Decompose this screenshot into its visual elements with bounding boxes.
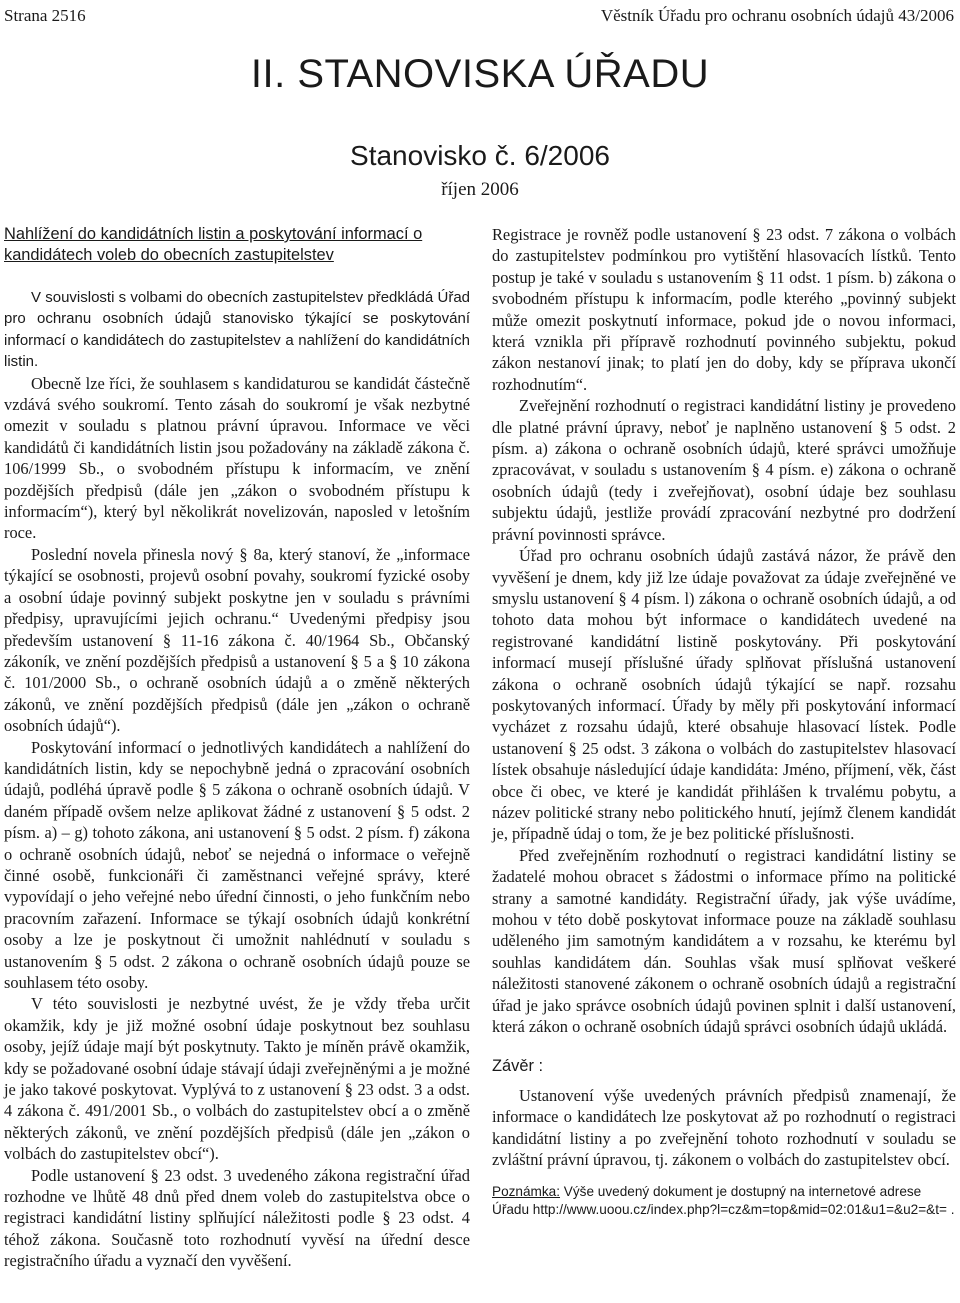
running-header	[4, 6, 954, 28]
footnote	[492, 1183, 956, 1219]
stanovisko-date: říjen 2006	[441, 179, 519, 200]
stanovisko-title: Stanovisko č. 6/2006	[350, 140, 610, 171]
left-column	[4, 224, 470, 1272]
paragraph: Zveřejnění rozhodnutí o registraci kandidátní listiny je provedeno dle platné právní úpravy, neboť je naplněno ustanovení § 5 odst. 2 písm. a) zákona o ochraně osobních údajů, které správci umožňuje zpracovávat, v souladu s ustanovením § 4 písm. e) zákona o ochraně osobních údajů (tedy i zveřejňovat), osobní údaje bez souhlasu subjektu údajů, jestliže provádí zpracování nezbytné pro dodržení právní povinnosti správce.	[492, 396, 956, 544]
conclusion-heading: Závěr :	[492, 1057, 544, 1076]
journal-title: Věstník Úřadu pro ochranu osobních údajů 43/2006	[600, 6, 954, 25]
paragraph: Poslední novela přinesla nový § 8a, který stanoví, že „informace týkající se osobnosti, projevů osobní povahy, soukromí fyzické osoby a osobní údaje povinný subjekt poskytne jen v souladu s právními předpisy, upravujícími jejich ochranu.“ Uvedenými předpisy jsou především ustanovení § 11-16 zákona č. 40/1964 Sb., Občanský zákoník, ve znění pozdějších předpisů a ustanovení § 5 a § 10 zákona č. 101/2000 Sb., o ochraně osobních údajů a o změně některých zákonů, ve znění pozdějších předpisů (dále jen „zákon o ochraně osobních údajů“).	[4, 544, 470, 736]
paragraph: V této souvislosti je nezbytné uvést, že je vždy třeba určit okamžik, kdy je již možné osobní údaje poskytnout bez souhlasu osoby, jejíž údaje mají být poskytnuty. Takto je míněn právě okamžik, kdy se požadované osobní údaje stávají údaji zveřejněnými a je možné je jako takové poskytovat. Vyplývá to z ustanovení § 23 odst. 3 a odst. 4 zákona č. 491/2001 Sb., o volbách do zastupitelstev obcí a o změně některých zákonů, ve znění pozdějších předpisů (dále jen „zákon o volbách do zastupitelstev obcí“).	[4, 994, 470, 1164]
paragraph: Podle ustanovení § 23 odst. 3 uvedeného zákona registrační úřad rozhodne ve lhůtě 48 dnů před dnem voleb do zastupitelstva obce o registraci kandidátní listiny splňující náležitosti podle § 23 odst. 4 téhož zákona. Současně toto rozhodnutí vyvěsí na úřední desce registračního úřadu a vyznačí den vyvěšení.	[4, 1165, 470, 1271]
footnote-label: Poznámka:	[492, 1184, 561, 1200]
section-title: II. STANOVISKA ÚŘADU	[250, 52, 710, 96]
right-column	[492, 224, 956, 1219]
footnote-text: Výše uvedený dokument je dostupný na internetové adrese Úřadu http://www.uoou.cz/index.php?l=cz&m=top&mid=02:01&u1=&u2=&t= .	[492, 1184, 955, 1218]
paragraph: Před zveřejněním rozhodnutí o registraci kandidátní listiny se žadatelé mohou obracet s žádostmi o informace přímo na politické strany a samotné kandidáty. Registrační úřady, jak výše uvádíme, mohou v této době poskytovat informace pouze na základě souhlasu uděleného jim samotným kandidátem a v rozsahu, ke kterému byl souhlas kandidátem dán. Souhlas však musí splňovat veškeré náležitosti stanovené zákonem o ochraně osobních údajů a registrační úřad je jako správce osobních údajů povinen splnit i další ustanovení, která zákon o ochraně osobních údajů správci osobních údajů ukládá.	[492, 845, 956, 1037]
paragraph: Úřad pro ochranu osobních údajů zastává názor, že právě den vyvěšení je dnem, kdy již lze údaje považovat za údaje zveřejněné ve smyslu ustanovení § 4 písm. l) zákona o ochraně osobních údajů, a od tohoto data mohou být informace o kandidátech uvedené na registrované kandidátní listině poskytovány. Při poskytování informací musejí příslušné úřady splňovat příslušná ustanovení zákona o ochraně osobních údajů týkající se např. rozsahu poskytovaných informací. Úřady by měly při poskytování informací vycházet z rozsahu údajů, které obsahuje hlasovací lístek. Podle ustanovení § 25 odst. 3 zákona o volbách do zastupitelstev hlasovací lístek obsahuje následující údaje kandidáta: Jméno, příjmení, věk, část obce či obec, ve které je kandidát přihlášen k trvalému pobytu, a název politické strany nebo politického hnutí, jejímž členem kandidát je, případně údaj o tom, že je bez politické příslušnosti.	[492, 546, 956, 844]
paragraph: Poskytování informací o jednotlivých kandidátech a nahlížení do kandidátních listin, kdy se nepochybně jedná o zpracování osobních údajů, podléhá úpravě podle § 5 zákona o ochraně osobních údajů. V daném případě ovšem nelze aplikovat žádné z ustanovení § 5 odst. 2 písm. a) – g) tohoto zákona, ani ustanovení § 5 odst. 2 písm. f) zákona o ochraně osobních údajů, neboť se nejedná o informace o veřejně činné osobě, funkcionáři či zaměstnanci veřejné správy, které vypovídají o jeho veřejné nebo úřední činnosti, o jeho funkčním nebo pracovním zařazení. Informace se týkají osobních údajů konkrétní osoby a lze je poskytnout či umožnit nahlédnutí v souladu s ustanovením § 5 odst. 2 zákona o ochraně osobních údajů pouze se souhlasem této osoby.	[4, 737, 470, 992]
paragraph: V souvislosti s volbami do obecních zastupitelstev předkládá Úřad pro ochranu osobních údajů stanovisko týkající se poskytování informací o kandidátech do zastupitelstev a nahlížení do kandidátních listin.	[4, 289, 470, 371]
article-subtitle: Nahlížení do kandidátních listin a poskytování informací o kandidátech voleb do obecních zastupitelstev	[4, 225, 423, 264]
conclusion-paragraph: Ustanovení výše uvedených právních předpisů znamenají, že informace o kandidátech lze poskytovat až po rozhodnutí o registraci kandidátní listiny a po zveřejnění tohoto rozhodnutí v souladu se zvláštní právní úpravou, tj. zákonem o volbách do zastupitelstev obcí.	[492, 1085, 956, 1170]
page-number: Strana 2516	[4, 6, 86, 25]
paragraph: Obecně lze říci, že souhlasem s kandidaturou se kandidát částečně vzdává svého soukromí. Tento zásah do soukromí je však nezbytné omezit v souladu s platnou právní úpravou. Informace ve věci kandidátů či kandidátních listin jsou požadovány na základě zákona č. 106/1999 Sb., o svobodném přístupu k informacím, ve znění pozdějších předpisů (dále jen „zákon o svobodném přístupu k informacím“), který byl několikrát novelizován, naposled v letošním roce.	[4, 373, 470, 543]
paragraph: Registrace je rovněž podle ustanovení § 23 odst. 7 zákona o volbách do zastupitelstev podmínkou pro vytištění hlasovacích lístků. Tento postup je také v souladu s ustanovením § 11 odst. 1 písm. b) zákona o svobodném přístupu k informacím, podle kterého „povinný subjekt může omezit poskytnutí informace, pokud jde o novou informaci, která vznikla při přípravě rozhodnutí povinného subjektu, pokud zákon nestanoví jinak; to platí jen do doby, kdy se příprava ukončí rozhodnutím“.	[492, 225, 956, 394]
